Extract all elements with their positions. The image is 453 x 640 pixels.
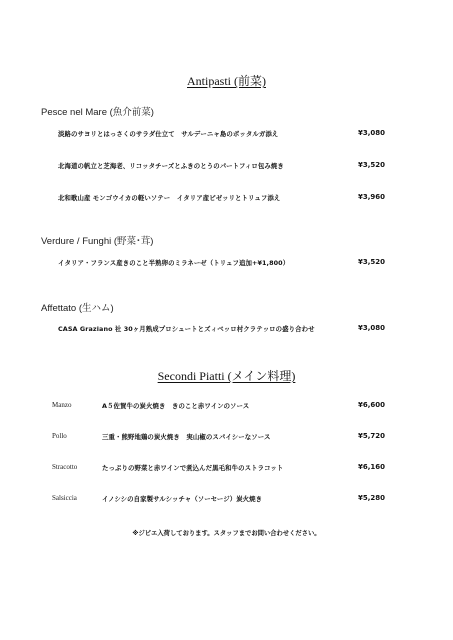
dish-category-label: Manzo — [52, 401, 72, 409]
dish-price: ¥5,280 — [358, 494, 386, 502]
dish-category-label: Stracotto — [52, 463, 78, 471]
dish-price: ¥3,520 — [358, 161, 386, 169]
dish-price: ¥6,600 — [358, 401, 386, 409]
secondi-heading: Secondi Piatti (メイン料理) — [157, 369, 296, 383]
dish-name: たっぷりの野菜と赤ワインで煮込んだ黒毛和牛のストラコット — [102, 464, 284, 472]
category-pesce-nel-mare: Pesce nel Mare (魚介前菜) — [41, 107, 154, 118]
dish-name: 淡路のサヨリとはっさくのサラダ仕立て サルデーニャ島のボッタルガ添え — [58, 130, 279, 138]
dish-name: イノシシの自家製サルシッチャ（ソーセージ）炭火焼き — [102, 495, 263, 503]
dish-name: 三重・熊野地鶏の炭火焼き 実山椒のスパイシーなソース — [102, 433, 271, 441]
dish-category-label: Salsiccia — [52, 494, 77, 502]
dish-price: ¥3,080 — [358, 129, 386, 137]
dish-name: 北海道の帆立と芝海老、リコッタチーズとふきのとうのパートフィロ包み焼き — [58, 162, 284, 170]
dish-name: 北和歌山産 モンゴウイカの軽いソテー イタリア産ピゼッリとトリュフ添え — [58, 194, 281, 202]
dish-price: ¥3,080 — [358, 324, 386, 332]
dish-price: ¥5,720 — [358, 432, 386, 440]
dish-name: CASA Graziano 社 30ヶ月熟成プロシュートとズィベッロ村クラテッロの盛り合わせ — [58, 325, 315, 333]
dish-price: ¥6,160 — [358, 463, 386, 471]
dish-name: A５佐賀牛の炭火焼き きのこと赤ワインのソース — [102, 402, 250, 410]
antipasti-heading: Antipasti (前菜) — [187, 74, 266, 88]
dish-price: ¥3,960 — [358, 193, 386, 201]
footer-note: ※ジビエ入荷しております。スタッフまでお問い合わせください。 — [132, 530, 321, 537]
category-affettato: Affettato (生ハム) — [41, 303, 114, 314]
dish-category-label: Pollo — [52, 432, 67, 440]
dish-name: イタリア・フランス産きのこと半熟卵のミラネーゼ（トリュフ追加+¥1,800） — [58, 259, 290, 267]
dish-price: ¥3,520 — [358, 258, 386, 266]
category-verdure-funghi: Verdure / Funghi (野菜･茸) — [41, 236, 154, 247]
